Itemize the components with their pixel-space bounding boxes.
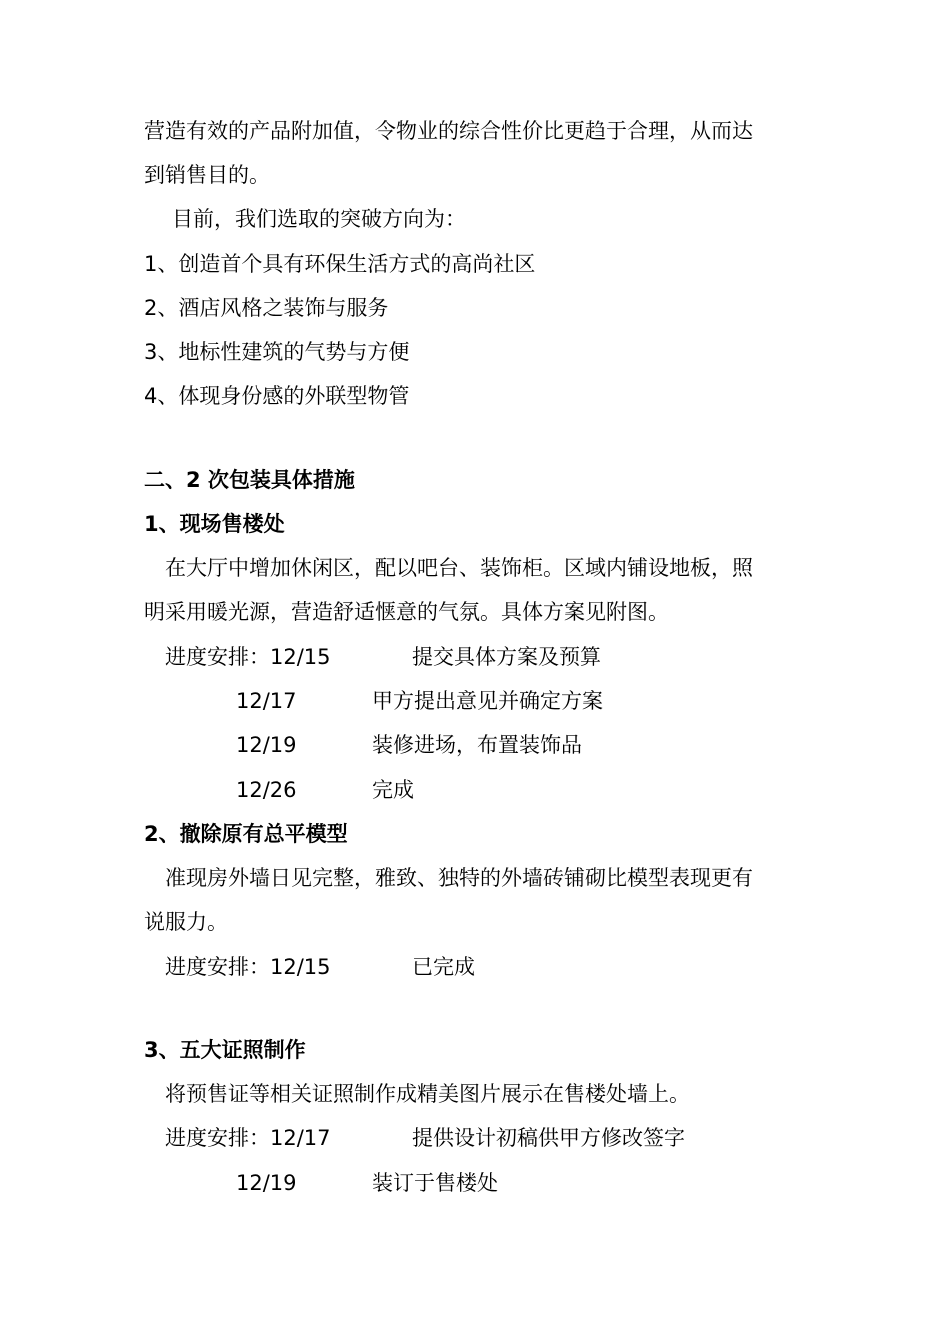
schedule-task: 提供设计初稿供甲方修改签字 xyxy=(412,1126,685,1150)
schedule-date: 12/17 xyxy=(236,689,297,713)
schedule-label: 进度安排：12/15 xyxy=(165,645,331,669)
schedule-date: 12/19 xyxy=(236,1171,297,1195)
schedule-task: 甲方提出意见并确定方案 xyxy=(372,689,603,713)
list-item: 4、体现身份感的外联型物管 xyxy=(144,384,410,408)
schedule-task: 提交具体方案及预算 xyxy=(412,645,601,669)
paragraph-line: 营造有效的产品附加值，令物业的综合性价比更趋于合理，从而达 xyxy=(144,119,753,143)
subsection-title: 1、现场售楼处 xyxy=(144,512,285,536)
schedule-task: 装修进场，布置装饰品 xyxy=(372,733,582,757)
paragraph-line: 准现房外墙日见完整，雅致、独特的外墙砖铺砌比模型表现更有 xyxy=(165,866,753,890)
intro-line: 目前，我们选取的突破方向为： xyxy=(172,207,466,231)
paragraph-line: 将预售证等相关证照制作成精美图片展示在售楼处墙上。 xyxy=(165,1082,690,1106)
subsection-title: 2、撤除原有总平模型 xyxy=(144,822,348,846)
schedule-task: 已完成 xyxy=(412,955,475,979)
schedule-label: 进度安排：12/15 xyxy=(165,955,331,979)
paragraph-line: 明采用暖光源，营造舒适惬意的气氛。具体方案见附图。 xyxy=(144,600,669,624)
paragraph-line: 说服力。 xyxy=(144,910,228,934)
paragraph-line: 到销售目的。 xyxy=(144,163,270,187)
schedule-date: 12/26 xyxy=(236,778,297,802)
schedule-label: 进度安排：12/17 xyxy=(165,1126,331,1150)
schedule-task: 装订于售楼处 xyxy=(372,1171,498,1195)
list-item: 3、地标性建筑的气势与方便 xyxy=(144,340,410,364)
schedule-task: 完成 xyxy=(372,778,414,802)
section-heading: 二、2 次包装具体措施 xyxy=(144,468,355,492)
list-item: 2、酒店风格之装饰与服务 xyxy=(144,296,389,320)
subsection-title: 3、五大证照制作 xyxy=(144,1038,306,1062)
paragraph-line: 在大厅中增加休闲区，配以吧台、装饰柜。区域内铺设地板，照 xyxy=(165,556,753,580)
list-item: 1、创造首个具有环保生活方式的高尚社区 xyxy=(144,252,536,276)
schedule-date: 12/19 xyxy=(236,733,297,757)
